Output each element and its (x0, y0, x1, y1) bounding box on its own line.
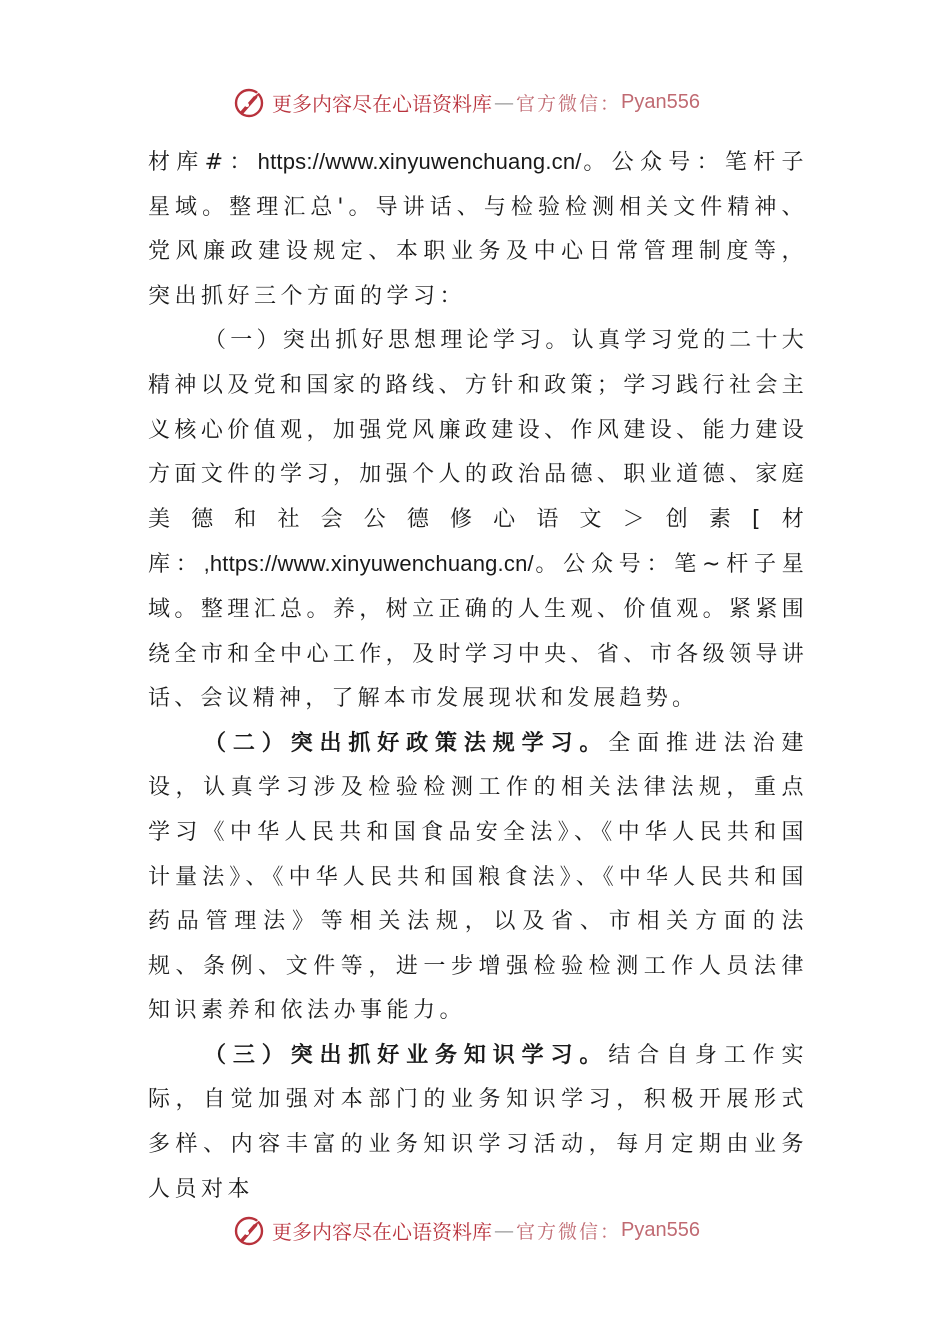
paragraph-theory-link: ,https://www.xinyuwenchuang.cn/ (203, 551, 534, 577)
banner-brand: 更多内容尽在心语资料库 (272, 91, 492, 116)
paragraph-theory (148, 319, 808, 721)
pen-nib-logo-icon (232, 84, 268, 120)
footer-separator: — (494, 1218, 514, 1242)
paragraph-intro-a: 材库#： (148, 150, 258, 175)
paragraph-policy-body: 全面推进法治建设，认真学习涉及检验检测工作的相关法律法规，重点学习《中华人民共和国食品安全法》、《中华人民共和国计量法》、《中华人民共和国粮食法》、《中华人民共和国药品管理法》等相关法规，以及省、市相关方面的法规、条例、文件等，进一步增强检验检测工作人员法律知识素养和依法办事能力。 (148, 730, 808, 1024)
footer-wechat-id: Pyan556 (621, 1218, 700, 1241)
paragraph-intro-c: 。公众号：笔杆子星域。整理汇总'。导讲话、与检验检测相关文件精神、党风廉政建设规定、本职业务及中心日常管理制度等，突出抓好三个方面的学习： (148, 150, 808, 309)
document-body (148, 140, 808, 1212)
paragraph-policy-heading: （二）突出抓好政策法规学习。 (204, 730, 609, 756)
banner-wechat-id: Pyan556 (621, 90, 700, 113)
footer-wechat-label: 官方微信： (516, 1220, 622, 1243)
banner-separator: — (494, 90, 514, 114)
footer-banner (232, 1210, 700, 1250)
header-banner (232, 82, 700, 122)
paragraph-intro (148, 140, 808, 319)
footer-brand: 更多内容尽在心语资料库 (272, 1219, 492, 1244)
paragraph-theory-a: （一）突出抓好思想理论学习。认真学习党的二十大精神以及党和国家的路线、方针和政策；学习践行社会主义核心价值观，加强党风廉政建设、作风建设、能力建设方面文件的学习，加强个人的政治品德、职业道德、家庭美德和社会公德修心语文＞创素[材库： (148, 328, 808, 578)
banner-wechat-label: 官方微信： (516, 92, 622, 115)
paragraph-business-body: 结合自身工作实际，自觉加强对本部门的业务知识学习，积极开展形式多样、内容丰富的业务知识学习活动，每月定期由业务人员对本 (148, 1042, 808, 1202)
paragraph-theory-c: 。公众号：笔~杆子星域。整理汇总。养，树立正确的人生观、价值观。紧紧围绕全市和全中心工作，及时学习中央、省、市各级领导讲话、会议精神，了解本市发展现状和发展趋势。 (148, 552, 809, 712)
paragraph-intro-link: https://www.xinyuwenchuang.cn/ (257, 149, 582, 174)
pen-nib-logo-icon (232, 1212, 268, 1248)
paragraph-policy (148, 722, 808, 1034)
paragraph-business-heading: （三）突出抓好业务知识学习。 (204, 1042, 609, 1068)
paragraph-business (148, 1034, 808, 1212)
